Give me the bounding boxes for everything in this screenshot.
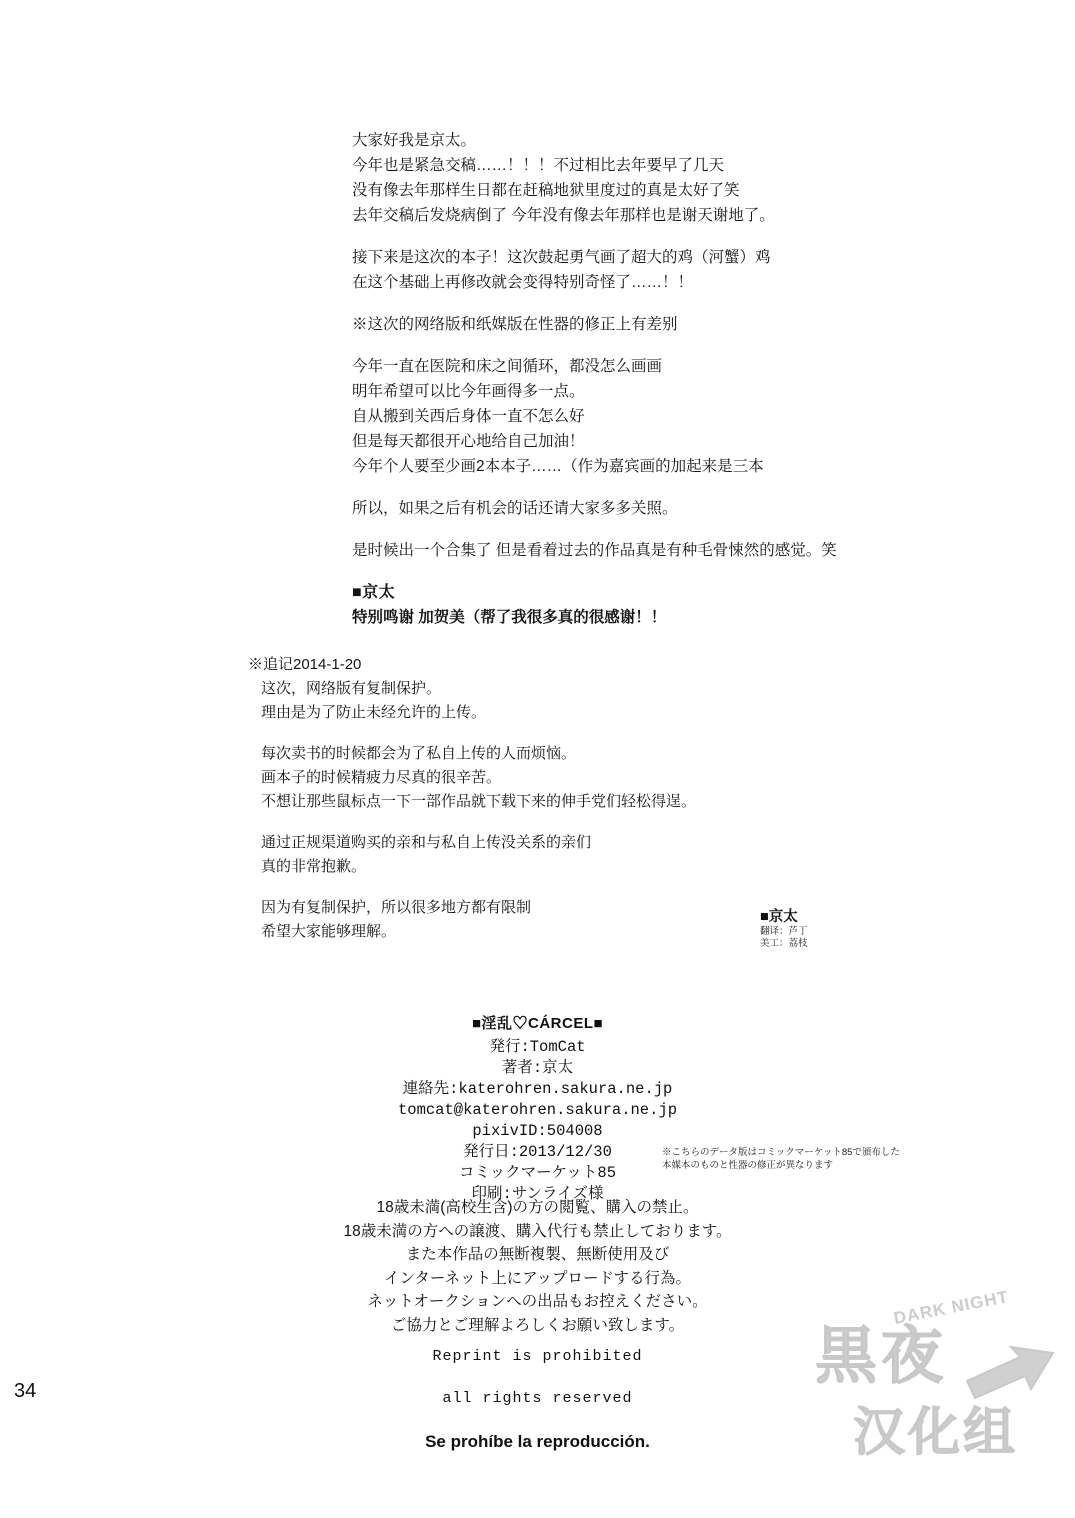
postscript-line: 画本子的时候精疲力尽真的很辛苦。 <box>261 769 502 786</box>
warning-line: 18歳未満(高校生含)の方の閲覧、購入の禁止。 <box>376 1199 699 1216</box>
watermark-text-top: 黒夜 <box>815 1319 948 1392</box>
colophon-pixiv-id: pixivID:504008 <box>472 1122 603 1140</box>
translation-credit-block <box>760 905 808 950</box>
paragraph-spacer <box>352 521 972 538</box>
colophon-contact: 連絡先:katerohren.sakura.ne.jp <box>402 1080 673 1098</box>
afterword-line: ※这次的网络版和纸媒版在性器的修正上有差别 <box>352 316 678 333</box>
afterword-line: 今年一直在医院和床之间循环，都没怎么画画 <box>352 358 663 375</box>
paragraph-spacer <box>248 814 908 831</box>
afterword-line: 接下来是这次的本子！这次鼓起勇气画了超大的鸡（河蟹）鸡 <box>352 249 771 266</box>
colophon-publisher: 発行:TomCat <box>489 1038 586 1056</box>
postscript-header: ※追记2014-1-20 <box>248 656 362 673</box>
afterword-line: 大家好我是京太。 <box>352 132 477 149</box>
afterword-line: 在这个基础上再修改就会变得特别奇怪了……！！ <box>352 274 694 291</box>
postscript-line: 希望大家能够理解。 <box>261 923 397 940</box>
data-version-note-line: 本媒本のものと性器の修正が異なります <box>662 1160 834 1171</box>
age-warning-block <box>0 1196 1075 1337</box>
afterword-line: 明年希望可以比今年画得多一点。 <box>352 383 585 400</box>
paragraph-spacer <box>352 228 972 245</box>
watermark-text-english: DARK NIGHT <box>892 1287 1011 1328</box>
translator-credit: 翻译：芦丁 <box>760 926 808 937</box>
afterword-line: 是时候出一个合集了 但是看着过去的作品真是有种毛骨悚然的感觉。笑 <box>352 542 837 559</box>
data-version-note <box>662 1146 900 1172</box>
warning-line: インターネット上にアップロードする行為。 <box>383 1269 692 1287</box>
rights-reserved-text: all rights reserved <box>442 1390 633 1407</box>
postscript-section <box>248 653 908 944</box>
paragraph-spacer <box>248 725 908 742</box>
doujin-title: ■淫乱♡CÁRCEL■ <box>471 1015 604 1032</box>
warning-line: 18歳未満の方への譲渡、購入代行も禁止しております。 <box>343 1222 732 1240</box>
afterword-line: 自从搬到关西后身体一直不怎么好 <box>352 408 585 425</box>
data-version-note-line: ※こちらのデータ版はコミックマーケット85で頒布した <box>662 1147 900 1158</box>
colophon-printer: 印刷:サンライズ様 <box>471 1185 604 1203</box>
afterword-line: 去年交稿后发烧病倒了 今年没有像去年那样也是谢天谢地了。 <box>352 207 775 224</box>
watermark-text-bottom: 汉化组 <box>853 1402 1019 1463</box>
warning-line: また本作品の無断複製、無断使用及び <box>405 1246 670 1263</box>
warning-line: ネットオークションへの出品もお控えください。 <box>367 1293 708 1310</box>
afterword-line: 今年个人要至少画2本本子……（作为嘉宾画的加起来是三本 <box>352 458 764 475</box>
afterword-line: 没有像去年那样生日都在赶稿地狱里度过的真是太好了笑 <box>352 182 740 199</box>
spanish-legal-text: Se prohíbe la reproducción. <box>425 1432 650 1451</box>
postscript-line: 这次，网络版有复制保护。 <box>261 680 442 697</box>
postscript-line: 每次卖书的时候都会为了私自上传的人而烦恼。 <box>261 745 577 762</box>
colophon-section <box>0 1012 1075 1205</box>
reprint-prohibited-text: Reprint is prohibited <box>432 1348 643 1365</box>
afterword-section <box>352 128 972 630</box>
colophon-email: tomcat@katerohren.sakura.ne.jp <box>397 1101 678 1119</box>
legal-block <box>0 1348 1075 1452</box>
colophon-publish-date: 発行日:2013/12/30 <box>463 1143 612 1161</box>
afterword-line: 所以，如果之后有机会的话还请大家多多关照。 <box>352 500 678 517</box>
postscript-line: 因为有复制保护，所以很多地方都有限制 <box>261 899 532 916</box>
paragraph-spacer <box>352 563 972 580</box>
page-number: 34 <box>14 1380 37 1402</box>
postscript-line: 真的非常抱歉。 <box>261 858 367 875</box>
paragraph-spacer <box>352 295 972 312</box>
paragraph-spacer <box>248 879 908 896</box>
postscript-line: 不想让那些鼠标点一下一部作品就下载下来的伸手党们轻松得逞。 <box>261 793 697 810</box>
author-signature: ■京太 <box>352 584 396 601</box>
afterword-line: 今年也是紧急交稿……！！！不过相比去年要早了几天 <box>352 157 725 174</box>
postscript-line: 通过正规渠道购买的亲和与私自上传没关系的亲们 <box>261 834 592 851</box>
paragraph-spacer <box>352 337 972 354</box>
afterword-line: 但是每天都很开心地给自己加油！ <box>352 433 585 450</box>
artwork-credit: 美工：荔枝 <box>760 938 808 949</box>
colophon-event: コミックマーケット85 <box>458 1164 617 1182</box>
colophon-author: 著者:京太 <box>501 1059 574 1077</box>
special-thanks: 特别鸣谢 加贺美（帮了我很多真的很感谢！！ <box>352 609 667 626</box>
author-signature-2: ■京太 <box>760 909 798 925</box>
paragraph-spacer <box>352 479 972 496</box>
warning-line: ご協力とご理解よろしくお願い致します。 <box>390 1316 685 1334</box>
postscript-line: 理由是为了防止未经允许的上传。 <box>261 704 487 721</box>
